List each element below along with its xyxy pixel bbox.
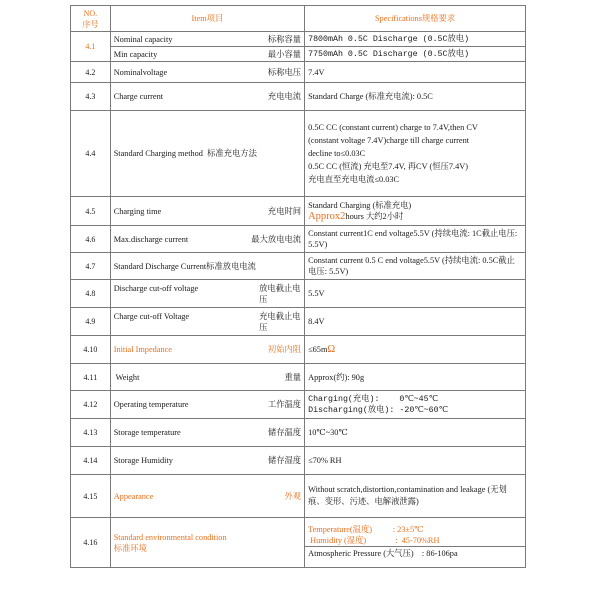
row-no: 4.2 (71, 62, 111, 83)
row-no: 4.10 (71, 336, 111, 364)
header-item: Item项目 (110, 6, 304, 32)
row-item (110, 447, 304, 475)
row-no: 4.4 (71, 111, 111, 197)
row-item (110, 308, 304, 336)
row-spec: ≤70% RH (305, 447, 526, 475)
item-en: Standard Discharge Current (113, 261, 207, 271)
item-zh: 标准充电方法 (207, 149, 257, 158)
table-row (71, 308, 526, 336)
row-item (110, 226, 304, 253)
table-row (71, 447, 526, 475)
row-item (110, 197, 304, 226)
spec-line: (constant voltage 7.4V)charge till charge current (308, 136, 470, 145)
table-row (71, 391, 526, 419)
item-zh: 最小容量 (267, 49, 302, 59)
row-no: 4.6 (71, 226, 111, 253)
row-item (110, 475, 304, 518)
row-no: 4.3 (71, 83, 111, 111)
item-en: Min capacity (113, 49, 158, 59)
table-row (71, 475, 526, 518)
row-item (110, 83, 304, 111)
item-en: Nominal capacity (113, 34, 173, 44)
spec-humidity: Humidity (湿度) : 45-70%RH (308, 536, 440, 545)
row-spec: 7750mAh 0.5C Discharge (0.5C放电) (305, 47, 526, 62)
row-spec (305, 518, 526, 568)
item-en: Appearance (113, 491, 154, 501)
row-no: 4.9 (71, 308, 111, 336)
row-item (110, 253, 304, 280)
row-item (110, 32, 304, 47)
spec-value: ≤65m (308, 345, 328, 354)
item-en: Charge current (113, 92, 164, 101)
item-zh: 储存湿度 (267, 456, 302, 465)
row-spec: Constant current 0.5 C end voltage5.5V (持续电流: 0.5C截止电压: 5.5V) (305, 253, 526, 280)
header-spec: Specifications规格要求 (305, 6, 526, 32)
table-row (71, 197, 526, 226)
spec-hours: hours 大约2小时 (345, 212, 404, 221)
row-spec (305, 111, 526, 197)
item-zh: 标称电压 (267, 67, 302, 77)
row-spec: 8.4V (305, 308, 526, 336)
item-en: Operating temperature (113, 400, 189, 409)
row-spec: 7800mAh 0.5C Discharge (0.5C放电) (305, 32, 526, 47)
row-item (110, 62, 304, 83)
row-item (110, 336, 304, 364)
item-en: Max.discharge current (113, 234, 189, 244)
header-no-en: NO. (83, 8, 98, 18)
item-zh: 充电电流 (267, 92, 302, 101)
row-item (110, 391, 304, 419)
table-row (71, 111, 526, 197)
row-no: 4.14 (71, 447, 111, 475)
row-spec (305, 197, 526, 226)
item-zh: 外观 (284, 491, 302, 501)
row-spec: Constant current1C end voltage5.5V (持续电流: 1C截止电压: 5.5V) (305, 226, 526, 253)
header-no (71, 6, 111, 32)
item-zh: 放电截止电压 (259, 283, 301, 304)
item-en: Charging time (113, 206, 162, 216)
row-item (110, 111, 304, 197)
row-spec: 10℃~30℃ (305, 419, 526, 447)
item-en: Discharge cut-off voltage (113, 283, 199, 293)
spec-approx: Approx2 (308, 211, 346, 222)
spec-line: Charging(充电): 0℃~45℃ (308, 394, 438, 404)
spec-line: Standard Charging (标准充电) (308, 201, 412, 210)
spec-line: 充电直至充电电流≤0.03C (308, 175, 400, 184)
spec-temperature: Temperature(温度) : 23±5℃ (308, 525, 424, 534)
item-zh: 标准放电电流 (206, 261, 256, 271)
table-row (71, 83, 526, 111)
item-en: Initial Impedance (113, 345, 172, 354)
item-zh: 最大放电电流 (251, 234, 302, 244)
item-en: Standard environmental condition (113, 532, 227, 542)
table-row (71, 32, 526, 47)
table-row (71, 518, 526, 568)
item-en: Storage Humidity (113, 456, 173, 465)
table-row (71, 336, 526, 364)
row-spec: 7.4V (305, 62, 526, 83)
item-zh: 初始内阻 (267, 345, 302, 354)
table-row (71, 364, 526, 391)
row-spec: Standard Charge (标准充电流): 0.5C (305, 83, 526, 111)
row-no: 4.8 (71, 280, 111, 308)
item-zh: 标称容量 (267, 34, 302, 44)
spec-table (70, 5, 526, 568)
item-zh: 标准环境 (113, 543, 147, 553)
table-row (71, 253, 526, 280)
table-row (71, 280, 526, 308)
item-zh: 重量 (284, 372, 302, 382)
header-row (71, 6, 526, 32)
row-item (110, 364, 304, 391)
table-row (71, 419, 526, 447)
item-en: Storage temperature (113, 428, 181, 437)
spec-line: 0.5C CC (恒流) 充电至7.4V, 再CV (恒压7.4V) (308, 162, 468, 171)
row-spec (305, 336, 526, 364)
table-row (71, 226, 526, 253)
item-en: Weight (113, 372, 140, 382)
item-zh: 工作温度 (267, 400, 302, 409)
item-en: Standard Charging method (113, 149, 203, 158)
row-no: 4.1 (71, 32, 111, 62)
row-spec: 5.5V (305, 280, 526, 308)
item-zh: 充电截止电压 (259, 311, 301, 332)
ohm-symbol: Ω (327, 344, 336, 355)
spec-line: decline to≤0.03C (308, 149, 366, 158)
row-no: 4.15 (71, 475, 111, 518)
spec-line: 0.5C CC (constant current) charge to 7.4V,then CV (308, 123, 478, 132)
row-item (110, 280, 304, 308)
row-item (110, 419, 304, 447)
item-zh: 充电时间 (267, 206, 302, 216)
row-spec (305, 391, 526, 419)
item-en: Charge cut-off Voltage (113, 311, 190, 321)
item-en: Nominalvoltage (113, 67, 168, 77)
table-row (71, 47, 526, 62)
row-no: 4.12 (71, 391, 111, 419)
row-no: 4.5 (71, 197, 111, 226)
row-spec: Approx(约): 90g (305, 364, 526, 391)
row-no: 4.11 (71, 364, 111, 391)
spec-line: Discharging(放电): -20℃~60℃ (308, 405, 448, 415)
row-no: 4.16 (71, 518, 111, 568)
header-no-zh: 序号 (82, 19, 99, 29)
row-no: 4.7 (71, 253, 111, 280)
spec-pressure: Atmospheric Pressure (大气压) : 86-106pa (308, 549, 458, 558)
row-no: 4.13 (71, 419, 111, 447)
row-item (110, 47, 304, 62)
row-spec: Without scratch,distortion,contamination and leakage (无划痕、变形、污迹、电解液泄露) (305, 475, 526, 518)
table-row (71, 62, 526, 83)
item-zh: 储存温度 (267, 428, 302, 437)
row-item (110, 518, 304, 568)
